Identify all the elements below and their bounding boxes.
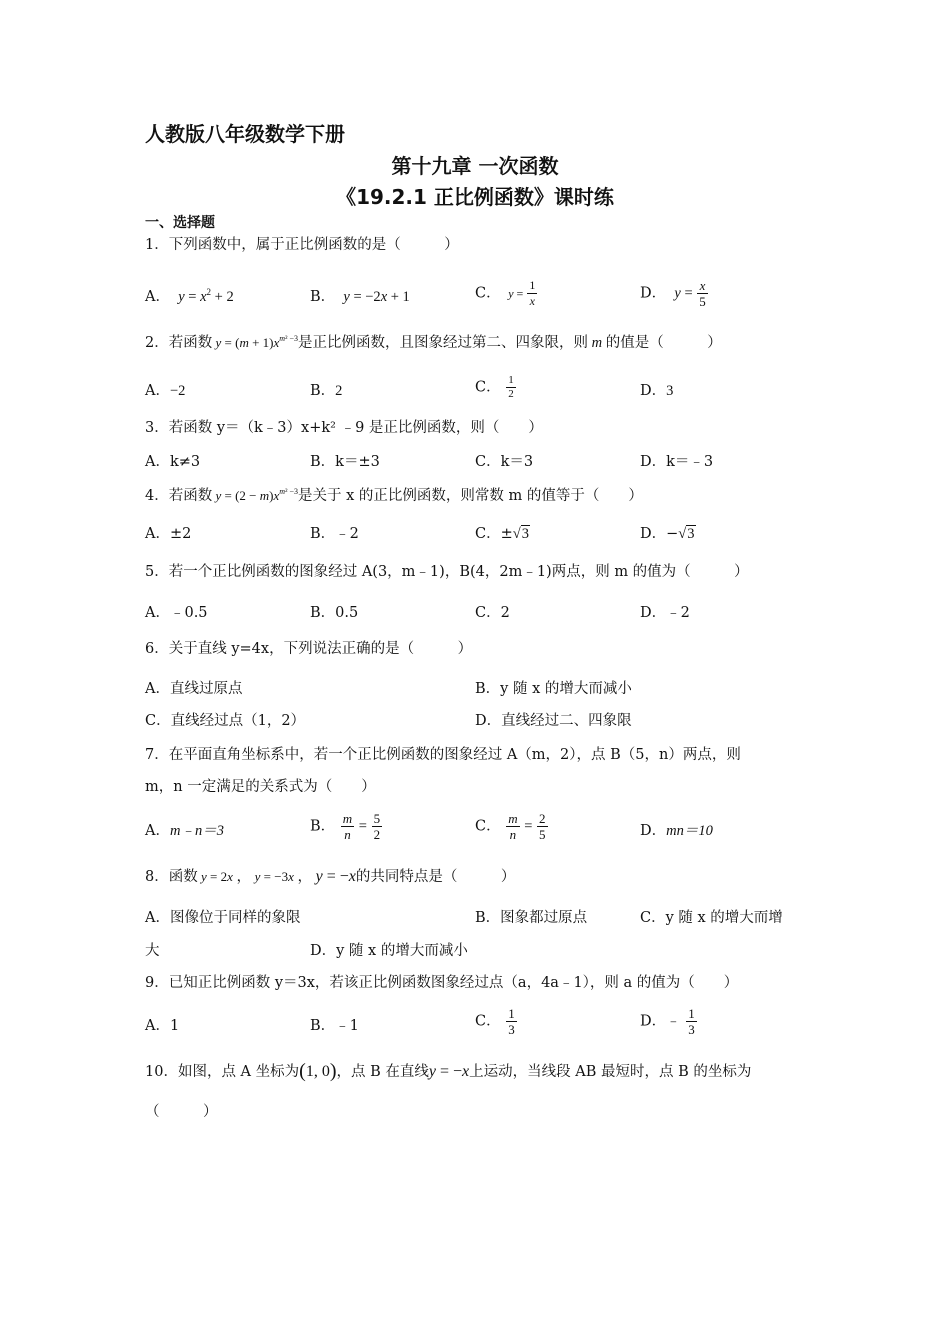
question-10-stem: 10．如图，点 A 坐标为(1, 0)，点 B 在直线y = −x上运动，当线段 AB 最短时，点 B 的坐标为: [145, 1060, 752, 1082]
q1-option-d: D． y = $\frac{x}{5}$: [640, 278, 706, 309]
question-7-stem-line2: m，n 一定满足的关系式为（ ）: [145, 779, 376, 795]
q5-option-c: C．2: [475, 605, 510, 621]
question-9-stem: 9．已知正比例函数 y＝3x，若该正比例函数图象经过点（a，4a﹣1），则 a 的值为（ ）: [145, 975, 739, 991]
q4-option-d: D．−√3: [640, 526, 695, 542]
q6-option-b: B．y 随 x 的增大而减小: [475, 681, 632, 697]
q9-option-d: D．﹣ $\frac{1}{3}$: [640, 1006, 695, 1037]
question-7-stem-line1: 7．在平面直角坐标系中，若一个正比例函数的图象经过 A（m，2），点 B（5，n）两点，则: [145, 747, 741, 763]
q7-option-a: A．m﹣n＝3: [145, 823, 224, 839]
q4-option-b: B．﹣2: [310, 526, 359, 542]
q7-option-d: D．mn＝10: [640, 823, 713, 839]
q2-option-c: C． $\frac{1}{2}$: [475, 374, 514, 400]
q7-option-b: B． $\frac{m}{n}$ = $\frac{5}{2}$: [310, 811, 381, 842]
q4-option-a: A．±2: [145, 526, 192, 542]
question-1-stem: 1．下列函数中，属于正比例函数的是（ ）: [145, 237, 459, 253]
q5-option-a: A．﹣0.5: [145, 605, 208, 621]
q1-option-b: B． y = −2x + 1: [310, 289, 410, 305]
q3-option-a: A．k≠3: [145, 454, 201, 470]
q8-option-b: B．图象都过原点: [475, 910, 588, 926]
q1-option-a: A． $y = x^2 + 2$: [145, 287, 234, 305]
q9-option-c: C． $\frac{1}{3}$: [475, 1006, 515, 1037]
q8-option-d: D．y 随 x 的增大而减小: [310, 943, 468, 959]
q2-option-d: D．3: [640, 383, 674, 399]
q8-option-c-continued: 大: [145, 943, 160, 959]
q9-option-a: A．1: [145, 1018, 180, 1034]
question-5-stem: 5．若一个正比例函数的图象经过 A(3，m﹣1)，B(4，2m﹣1)两点，则 m 的值为（ ）: [145, 564, 749, 580]
q6-option-a: A．直线过原点: [145, 681, 243, 697]
question-3-stem: 3．若函数 y＝（k﹣3）x+k² ﹣9 是正比例函数，则（ ）: [145, 420, 543, 436]
question-2-stem: 2．若函数 $y = (m + 1)x^{m^2 -3}$是正比例函数，且图象经过第二、四象限，则 m 的值是（ ）: [145, 334, 722, 351]
q2-option-b: B．2: [310, 383, 343, 399]
q5-option-d: D．﹣2: [640, 605, 690, 621]
q6-option-d: D．直线经过二、四象限: [475, 713, 632, 729]
question-10-stem-line2: （ ）: [145, 1104, 218, 1120]
book-title: 人教版八年级数学下册: [145, 122, 345, 146]
lesson-title: 《19.2.1 正比例函数》课时练: [336, 185, 614, 209]
question-4-stem: 4．若函数 $y = (2 - m)x^{m^2 -3}$是关于 x 的正比例函数，则常数 m 的值等于（ ）: [145, 487, 643, 504]
q2-option-a: A．−2: [145, 383, 186, 399]
question-8-stem: 8．函数 y = 2x ， y = −3x ， y = −x的共同特点是（ ）: [145, 868, 516, 885]
q3-option-d: D．k＝﹣3: [640, 454, 714, 470]
q6-option-c: C．直线经过点（1，2）: [145, 713, 306, 729]
q8-option-c: C．y 随 x 的增大而增: [640, 910, 783, 926]
q3-option-b: B．k＝±3: [310, 454, 380, 470]
question-6-stem: 6．关于直线 y=4x，下列说法正确的是（ ）: [145, 641, 473, 657]
chapter-title: 第十九章 一次函数: [391, 154, 559, 178]
q1-option-c: C． y = $\frac{1}{x}$: [475, 278, 536, 308]
q3-option-c: C．k＝3: [475, 454, 534, 470]
q8-option-a: A．图像位于同样的象限: [145, 910, 301, 926]
q5-option-b: B．0.5: [310, 605, 359, 621]
q9-option-b: B．﹣1: [310, 1018, 359, 1034]
q7-option-c: C． $\frac{m}{n}$ = $\frac{2}{5}$: [475, 811, 546, 842]
section-title: 一、选择题: [145, 215, 215, 231]
q4-option-c: C．±√3: [475, 526, 529, 542]
